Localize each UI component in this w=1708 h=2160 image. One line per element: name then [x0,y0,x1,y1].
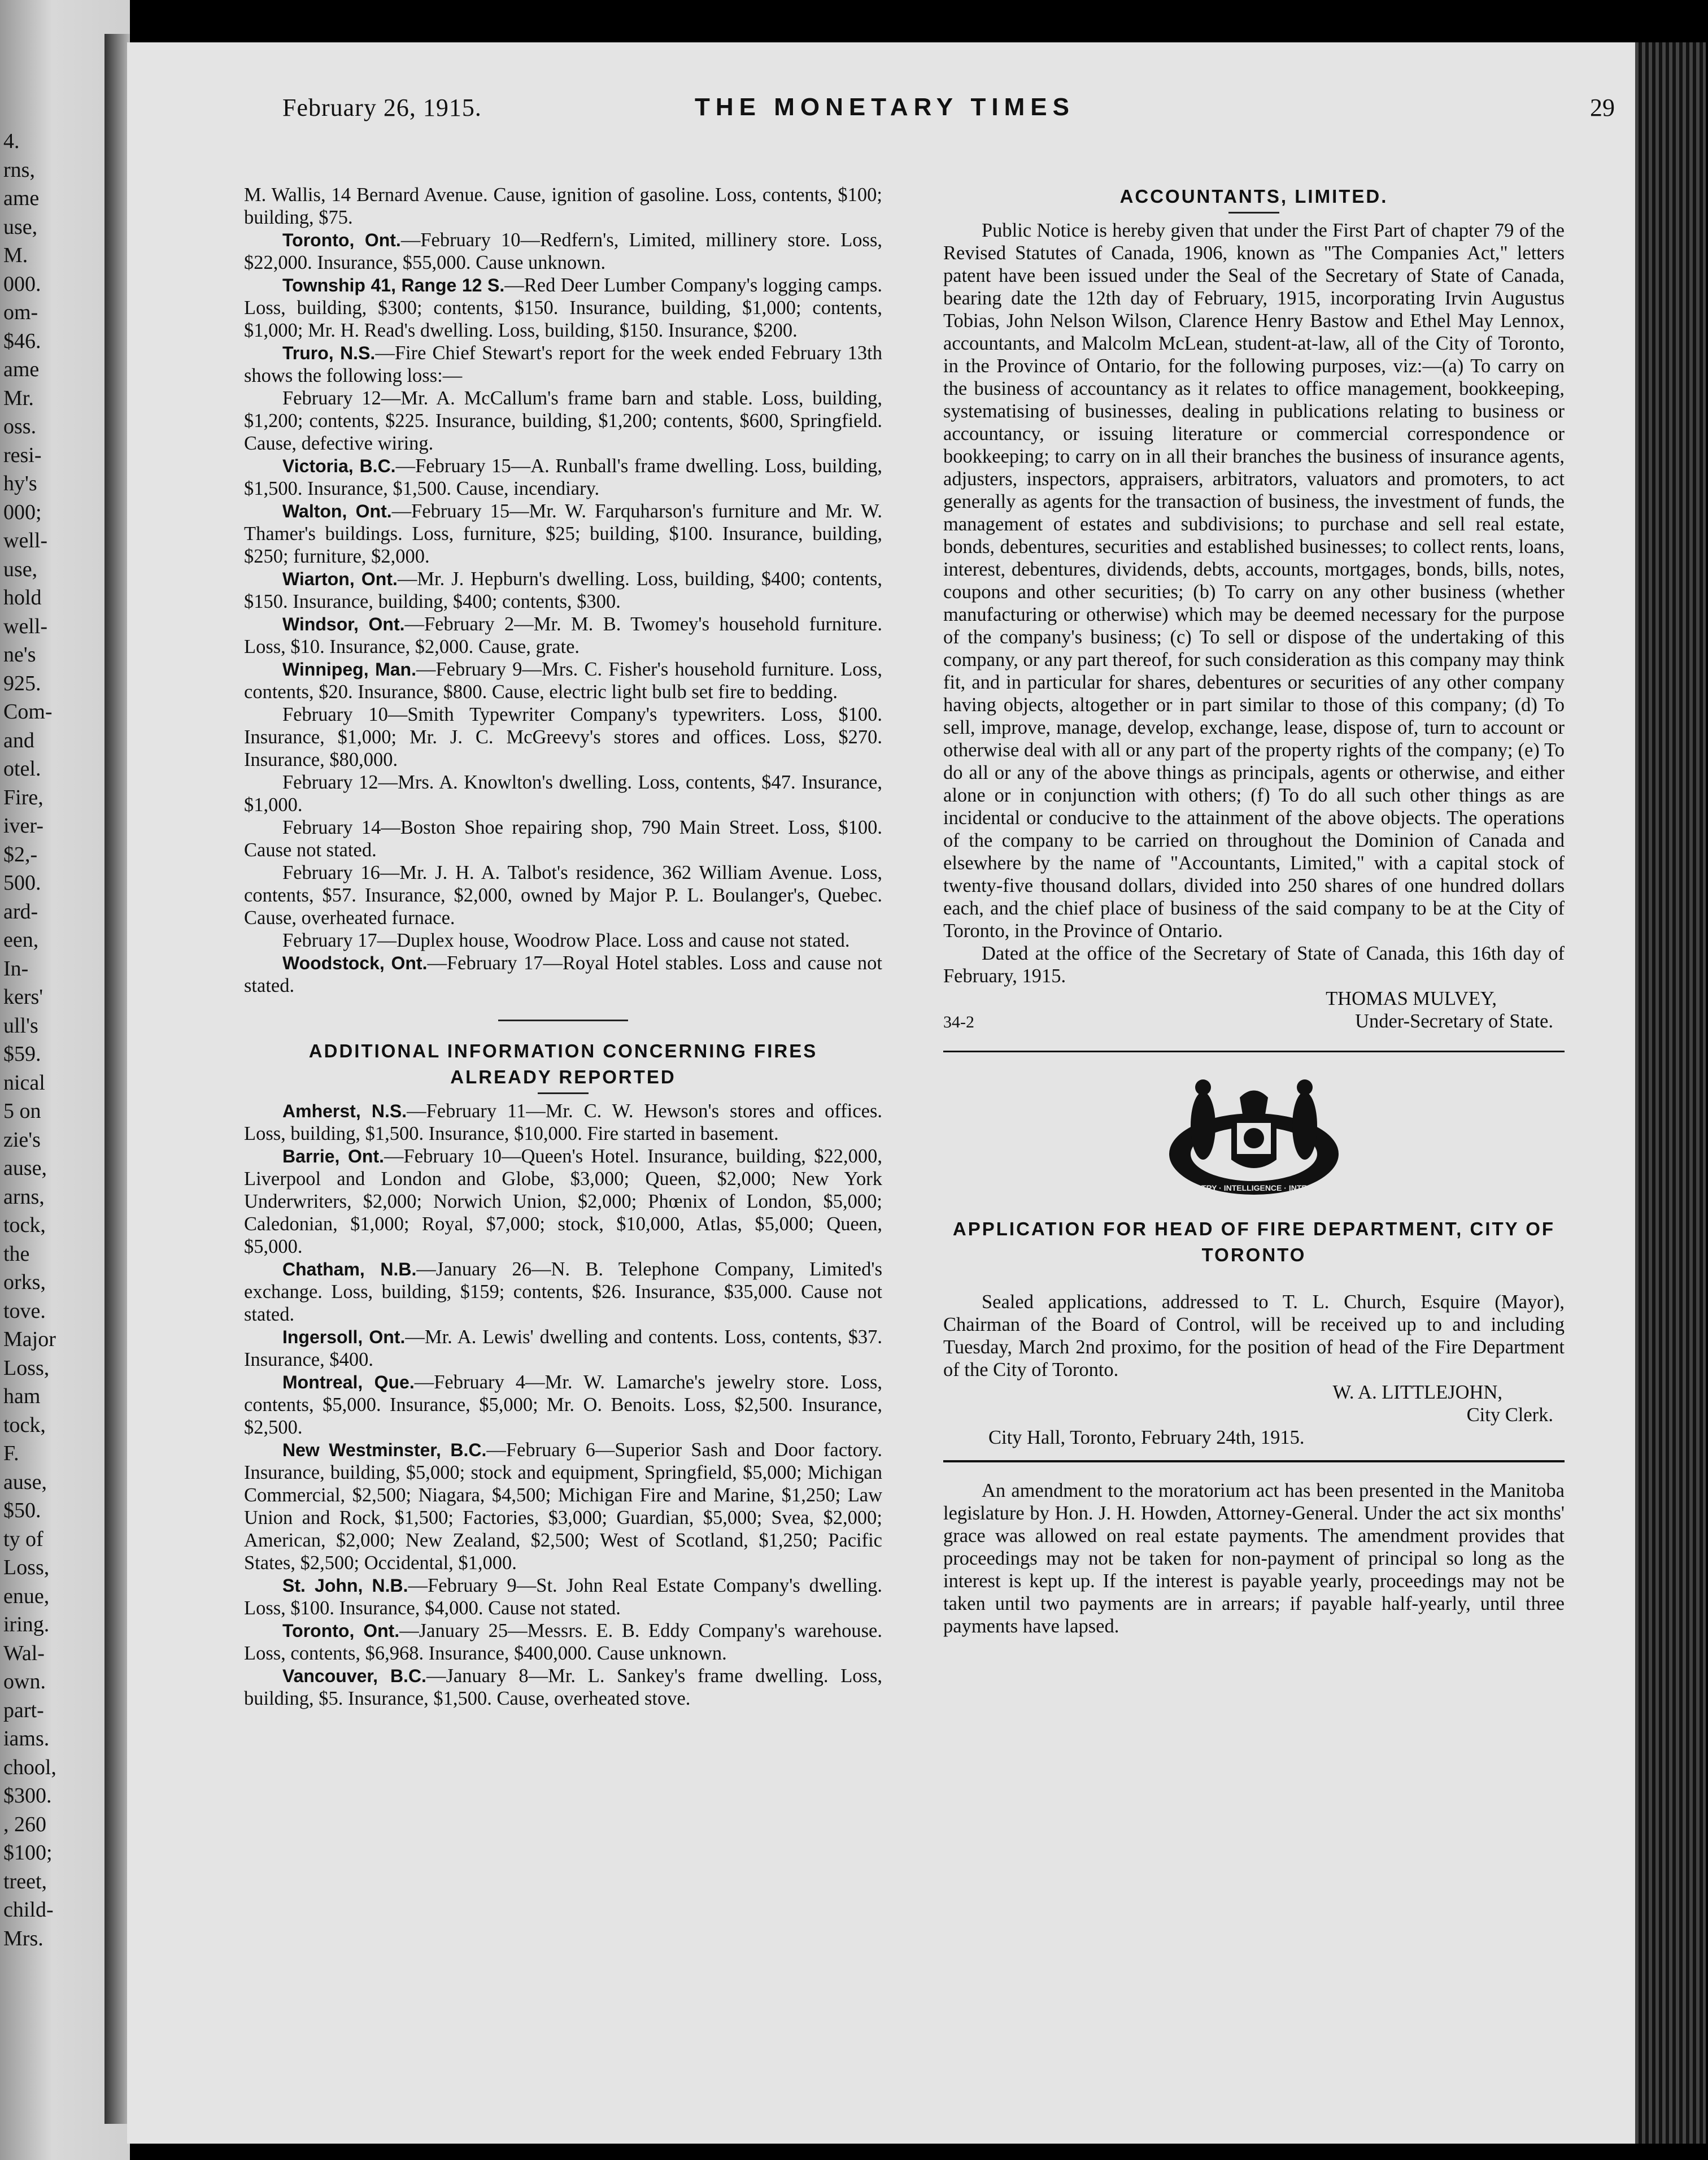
fire-entry [244,568,882,613]
entry-text: M. Wallis, 14 Bernard Avenue. Cause, ignition of gasoline. Loss, contents, $100; building, $75. [244,184,882,228]
fire-head-signer-title: City Clerk. [1466,1404,1553,1426]
facing-page-fragment: $46. [3,329,41,353]
facing-page-fragment: ard- [3,899,38,924]
facing-page-fragment: oss. [3,415,37,438]
facing-page-fragment: M. [3,243,28,267]
entry-text: —Mr. J. Hepburn's dwelling. Loss, building, $400; contents, $150. Insurance, building, $400; contents, $300. [244,568,882,612]
facing-page-fragment: ame [3,186,40,210]
fire-entry [244,229,882,274]
facing-page-fragment: ull's [3,1013,38,1038]
entry-place: Township 41, Range 12 S. [282,275,505,295]
entry-place: Ingersoll, Ont. [282,1327,406,1347]
fire-head-body: Sealed applications, addressed to T. L. Church, Esquire (Mayor), Chairman of the Board of Control, will be received up to and including Tuesday, March 2nd proximo, for the position of head of the Fire Department of the City of Toronto. [943,1291,1565,1381]
facing-page-fragment: rns, [3,158,35,182]
facing-page-fragment: iver- [3,814,43,838]
book-gutter [104,34,130,2124]
fire-entry [244,771,882,816]
entry-text: —February 15—A. Runball's frame dwelling. Loss, building, $1,500. Insurance, $1,500. Cause, incendiary. [244,455,882,499]
entry-text: —February 4—Mr. W. Lamarche's jewelry store. Loss, contents, $5,000. Insurance, $5,000; Mr. O. Benoits. Loss, $2,500. Insurance, $2,500. [244,1371,882,1438]
page-stack-edge [1635,42,1706,2144]
entry-place: Walton, Ont. [282,501,392,521]
entry-place: Toronto, Ont. [282,230,401,250]
entry-place: Barrie, Ont. [282,1146,385,1166]
entry-place: Wiarton, Ont. [282,569,398,589]
left-column [244,184,882,1710]
entry-place: Amherst, N.S. [282,1101,407,1121]
entry-text: —February 15—Mr. W. Farquharson's furniture and Mr. W. Thamer's buildings. Loss, furniture, $25; building, $100. Insurance, building, $250; furniture, $2,000. [244,500,883,567]
additional-info-list [244,1100,882,1710]
entry-place: Chatham, N.B. [282,1259,417,1279]
entry-text: —Mr. A. Lewis' dwelling and contents. Loss, contents, $37. Insurance, $400. [244,1326,883,1370]
entry-text: —Red Deer Lumber Company's logging camps. Loss, building, $300; contents, $150. Insurance, building, $1,000; contents, $1,000; Mr. H. Read's dwelling. Loss, building, $150. Insurance, $200. [244,275,882,341]
facing-page-fragment: $300. [3,1784,52,1808]
entry-place: Winnipeg, Man. [282,659,416,680]
entry-place: St. John, N.B. [282,1575,408,1596]
fire-entry [244,1258,882,1326]
entry-place: Vancouver, B.C. [282,1666,426,1686]
facing-page-fragment: 500. [3,871,41,895]
facing-page-fragment: tove. [3,1299,46,1323]
fire-entry [244,613,882,658]
entry-place: Montreal, Que. [282,1372,415,1392]
entry-text: —January 8—Mr. L. Sankey's frame dwelling. Loss, building, $5. Insurance, $1,500. Cause, overheated stove. [244,1665,882,1709]
moratorium-article: An amendment to the moratorium act has been presented in the Manitoba legislature by Hon. J. H. Howden, Attorney-General. Under the act six months' grace was allowed on real estate payments. The amendment provides that proceedings may not be taken for non-payment of principal so long as the interest is kept up. If the interest is payable yearly, proceedings may not be taken until two payments are in arrears; if payable half-yearly, until three payments have lapsed. [943,1480,1565,1637]
facing-page-fragment: and [3,728,34,752]
accountants-signer: THOMAS MULVEY, [1326,988,1497,1009]
facing-page-fragment: Major [3,1327,56,1351]
fire-entry [244,658,882,703]
notice-divider [943,1051,1565,1052]
facing-page-fragment: iring. [3,1613,50,1636]
fire-entry [244,1371,882,1439]
fire-entry [244,816,882,861]
facing-page-fragment: part- [3,1698,44,1722]
fire-entry [244,274,882,342]
entry-place: Victoria, B.C. [282,456,396,476]
fire-entry [244,1619,882,1665]
facing-page-fragment: child- [3,1898,54,1922]
facing-page-fragment: Mr. [3,386,34,410]
facing-page-fragment: zie's [3,1127,41,1152]
facing-page-fragment: Wal- [3,1641,45,1665]
entry-text: —February 6—Superior Sash and Door factory. Insurance, building, $5,000; stock and equipment, Springfield, $5,000; Michigan Commercial, $2,500; Niagara, $4,500; Michigan Fire and Marine, $1,250; Law Union and Rock, $1,500; Factories, $3,000; Guardian, $5,000; Svea, $2,000; American, $2,000; New Zealand, $2,500; West of Scotland, $1,250; Pacific States, $2,500; Occidental, $1,000. [244,1439,882,1574]
issue-date: February 26, 1915. [282,94,482,121]
fire-head-heading: APPLICATION FOR HEAD OF FIRE DEPARTMENT, CITY OF TORONTO [952,1218,1555,1265]
facing-page-fragment: tock, [3,1213,46,1237]
facing-page-fragment: arns, [3,1184,45,1209]
facing-page-fragment: 000; [3,500,42,524]
facing-page-fragment: hy's [3,472,37,495]
section-divider [498,1020,628,1021]
page-number: 29 [1590,94,1615,121]
entry-text: —February 10—Redfern's, Limited, millinery store. Loss, $22,000. Insurance, $55,000. Cause unknown. [244,229,883,273]
facing-page-fragment: iams. [3,1727,50,1750]
entry-text: February 14—Boston Shoe repairing shop, 790 Main Street. Loss, $100. Cause not stated. [244,817,882,861]
fire-entry [244,1665,882,1710]
entry-text: February 17—Duplex house, Woodrow Place. Loss and cause not stated. [282,930,850,951]
fire-entry [244,1439,882,1574]
entry-text: —January 26—N. B. Telephone Company, Limited's exchange. Loss, building, $159; contents, $26. Insurance, $35,000. Cause not stated. [244,1258,883,1325]
facing-page-fragment: well- [3,529,48,552]
facing-page-fragment: om- [3,301,38,324]
facing-page-fragment: , 260 [3,1812,46,1836]
fire-entry [244,342,882,387]
facing-page-fragment: orks, [3,1270,46,1294]
heading-rule [538,1092,589,1094]
fire-head-dated: City Hall, Toronto, February 24th, 1915. [988,1427,1305,1448]
facing-page-fragment: use, [3,215,38,239]
entry-text: —February 17—Royal Hotel stables. Loss and cause not stated. [244,952,883,996]
fire-entry [244,184,882,229]
facing-page-fragment: enue, [3,1584,50,1608]
facing-page-fragment: $100; [3,1841,53,1865]
facing-page-fragment: nical [3,1070,45,1095]
facing-page-fragment: well- [3,614,48,638]
facing-page-fragment: ause, [3,1470,47,1494]
accountants-heading: ACCOUNTANTS, LIMITED. [1119,186,1388,207]
fire-entry [244,929,882,952]
facing-page-fragment: ty of [3,1527,43,1551]
fire-entry [244,1100,882,1145]
facing-page-fragment: hold [3,586,42,609]
fire-entry [244,387,882,455]
entry-text: —February 2—Mr. M. B. Twomey's household furniture. Loss, $10. Insurance, $2,000. Cause, grate. [244,613,882,657]
fire-entry [244,861,882,929]
entry-text: February 12—Mr. A. McCallum's frame barn and stable. Loss, building, $1,200; contents, $225. Insurance, building, $1,200; contents, $600, Springfield. Cause, defective wiring. [244,387,882,454]
fire-entry [244,1145,882,1258]
accountants-dated: Dated at the office of the Secretary of State of Canada, this 16th day of February, 1915. [943,943,1565,987]
facing-page-fragment: ne's [3,643,36,667]
facing-page-fragment: $59. [3,1042,41,1066]
entry-text: —February 10—Queen's Hotel. Insurance, building, $22,000, Liverpool and London and Globe, $3,000; Queen, $2,000; New York Underwriters, $2,000; Norwich Union, $2,000; Phœnix of London, $5,000; Caledonian, $1,000; Royal, $7,000; stock, $10,000, Atlas, $5,000; Queen, $5,000. [244,1146,883,1257]
accountants-signer-title: Under-Secretary of State. [1355,1011,1553,1032]
facing-page-fragment: In- [3,956,29,981]
facing-page-fragment: Com- [3,700,53,724]
fire-head-signer: W. A. LITTLEJOHN, [1332,1382,1502,1403]
facing-page-fragment: use, [3,557,38,581]
entry-place: Toronto, Ont. [282,1621,400,1641]
facing-page-fragment: tock, [3,1413,46,1437]
facing-page-fragment: kers' [3,985,43,1009]
facing-page-fragment: treet, [3,1869,47,1893]
additional-info-heading: ADDITIONAL INFORMATION CONCERNING FIRES ALREADY REPORTED [308,1040,818,1087]
entry-text: —Fire Chief Stewart's report for the week ended February 13th shows the following loss:— [244,342,883,386]
entry-text: February 12—Mrs. A. Knowlton's dwelling. Loss, contents, $47. Insurance, $1,000. [244,772,882,816]
entry-place: Woodstock, Ont. [282,953,428,973]
entry-text: —February 9—St. John Real Estate Company's dwelling. Loss, $100. Insurance, $4,000. Cause not stated. [244,1575,883,1619]
facing-page-fragment: $2,- [3,842,38,866]
crest-motto: INDUSTRY · INTELLIGENCE · INTEGRITY [1177,1183,1331,1192]
heading-rule [1228,212,1279,214]
facing-page-fragment: own. [3,1670,46,1693]
facing-page-fragment: resi- [3,443,42,467]
facing-page-fragment: F. [3,1442,19,1465]
facing-page-fragment: 4. [3,129,20,153]
facing-page-fragment: Fire, [3,785,43,809]
entry-place: New Westminster, B.C. [282,1440,487,1460]
entry-text: February 10—Smith Typewriter Company's typewriters. Loss, $100. Insurance, $1,000; Mr. J. C. McGreevy's stores and offices. Loss, $270. Insurance, $80,000. [244,704,882,770]
facing-page-fragment: $50. [3,1499,41,1522]
entry-text: —February 9—Mrs. C. Fisher's household furniture. Loss, contents, $20. Insurance, $800. Cause, electric light bulb set fire to bedding. [244,659,883,703]
facing-page-fragment: ause, [3,1156,47,1180]
notice-divider [943,1460,1565,1462]
entry-text: —February 11—Mr. C. W. Hewson's stores and offices. Loss, building, $1,500. Insurance, $10,000. Fire started in basement. [244,1100,882,1144]
facing-page-fragment: otel. [3,757,41,781]
fire-entry [244,952,882,997]
facing-page-fragment: the [3,1242,30,1266]
entry-text: February 16—Mr. J. H. A. Talbot's residence, 362 William Avenue. Loss, contents, $57. Insurance, $2,000, owned by Major P. L. Boulanger's, Quebec. Cause, overheated furnace. [244,862,882,929]
facing-page-fragment: Loss, [3,1356,50,1380]
facing-page-fragment: 5 on [3,1099,41,1123]
fire-entry [244,1574,882,1619]
facing-page-fragment: een, [3,928,39,952]
fire-entry [244,500,882,568]
accountants-notice-body: Public Notice is hereby given that under the First Part of chapter 79 of the Revised Statutes of Canada, 1906, known as "The Companies Act," letters patent have been issued under the Seal of the Secretary of State of Canada, bearing date the 12th day of February, 1915, incorporating Irvin Augustus Tobias, John Nelson Wilson, Clarence Henry Bastow and Ethel May Lennox, accountants, and Malcolm McLean, student-at-law, all of the City of Toronto, in the Province of Ontario, for the following purposes, viz:—(a) To carry on the business of accountancy as it relates to office management, bookkeeping, systematising of businesses, dealing in publications relating to business or accountancy, or issuing literature or commercial correspondence or bookkeeping; to carry on in all their branches the business of insurance agents, adjusters, inspectors, appraisers, arbitrators, valuators and promoters, to act generally as agents for the transaction of business, the investment of funds, the management of estates and subdivisions; to purchase and sell real estate, bonds, debentures, securities and established businesses; to collect rents, loans, interest, debentures, dividends, debts, accounts, mortgages, bonds, bills, notes, coupons and other securities; (b) To carry on any other business (whether manufacturing or otherwise) which may be deemed necessary for the purpose of the company's business; (c) To sell or dispose of the undertaking of this company, or any part thereof, for such consideration as this company may think fit, and in particular for shares, debentures or securities of any other company having objects, altogether or in part similar to those of this company; (d) To sell, improve, manage, develop, exchange, lease, dispose of, turn to account or otherwise deal with all or any part of the property rights of the company; (e) To do all or any of the above things as principals, agents or otherwise, and either alone or in conjunction with others; (f) To do all such other things as are incidental or conducive to the attainment of the above objects. The operations of the company to be carried on throughout the Dominion of Canada and elsewhere by the name of "Accountants, Limited," with a capital stock of twenty-five thousand dollars, divided into 250 shares of one hundred dollars each, and the chief place of business of the said company to be at the City of Toronto, in the Province of Ontario. [943,220,1565,942]
facing-page-fragment: 000. [3,272,41,296]
toronto-coat-of-arms [1161,1064,1347,1205]
facing-page-fragment: Loss, [3,1556,50,1579]
fire-entry [244,455,882,500]
facing-page-fragment: ame [3,358,40,381]
entry-place: Truro, N.S. [282,343,376,363]
running-header [152,93,1668,138]
facing-page-fragment: Mrs. [3,1926,43,1950]
entry-place: Windsor, Ont. [282,614,405,634]
fire-entry [244,1326,882,1371]
entry-text: —January 25—Messrs. E. B. Eddy Company's warehouse. Loss, contents, $6,968. Insurance, $400,000. Cause unknown. [244,1620,882,1664]
facing-page-fragment: ham [3,1384,41,1408]
facing-page-fragment: 925. [3,671,41,695]
fire-report-list [244,184,882,997]
fire-entry [244,703,882,771]
right-column [943,184,1565,1638]
facing-page-fragment: chool, [3,1755,56,1779]
publication-title: THE MONETARY TIMES [695,93,1075,121]
notice-reference: 34-2 [943,1013,974,1031]
